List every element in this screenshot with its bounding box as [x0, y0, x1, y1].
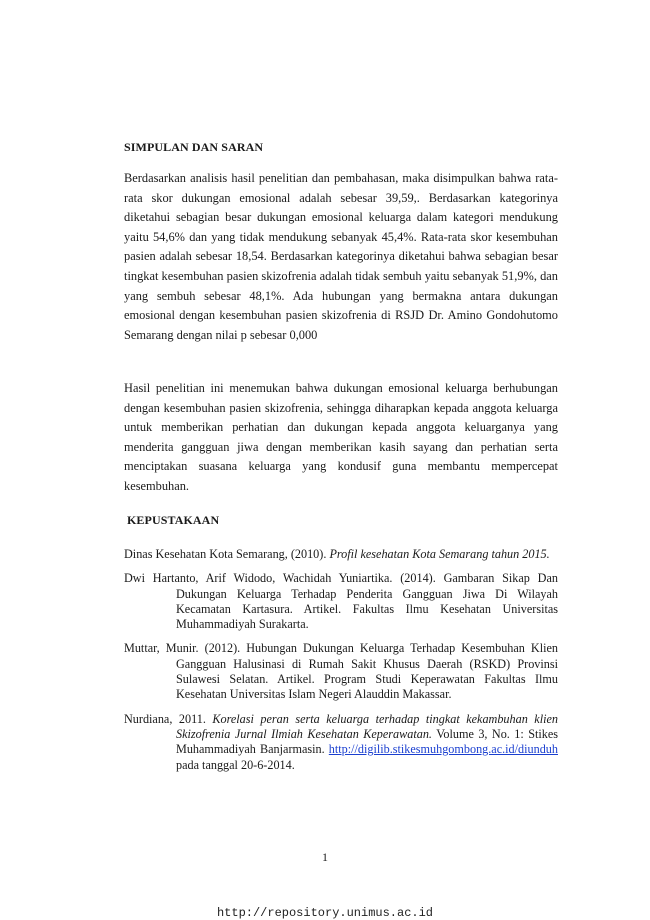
conclusion-heading: SIMPULAN DAN SARAN	[124, 140, 264, 154]
suggestion-paragraph: Hasil penelitian ini menemukan bahwa dukungan emosional keluarga berhubungan dengan kesembuhan pasien skizofrenia, sehingga diharapkan kepada anggota keluarga untuk memberikan perhatian dan dukungan kepada anggota keluarganya yang menderita gangguan jiwa dengan memberikan kasih sayang dan perhatian serta menciptakan suasana keluarga yang kondusif guna membantu mempercepat kesembuhan.	[124, 381, 558, 493]
page-number: 1	[322, 850, 328, 864]
reference-item	[124, 712, 558, 773]
reference-text: Dwi Hartanto, Arif Widodo, Wachidah Yuniartika. (2014). Gambaran Sikap Dan Dukungan Keluarga Terhadap Penderita Gangguan Jiwa Di Wilayah Kecamatan Kartasura. Artikel. Fakultas Ilmu Kesehatan Universitas Muhammadiyah Surakarta.	[124, 571, 558, 632]
reference-item	[124, 571, 558, 632]
footer-url: http://repository.unimus.ac.id	[216, 906, 434, 920]
reference-text: Muttar, Munir. (2012). Hubungan Dukungan Keluarga Terhadap Kesembuhan Klien Gangguan Halusinasi di Rumah Sakit Khusus Daerah (RSKD) Provinsi Sulawesi Selatan. Artikel. Program Studi Keperawatan Fakultas Ilmu Kesehatan Universitas Islam Negeri Alauddin Makassar.	[124, 641, 558, 702]
reference-list	[124, 547, 558, 782]
reference-title: Profil kesehatan Kota Semarang tahun 2015.	[329, 547, 550, 561]
reference-text: Volume 3, No. 1: Stikes Muhammadiyah Banjarmasin.	[176, 726, 558, 757]
reference-link[interactable]: http://digilib.stikesmuhgombong.ac.id/diunduh	[328, 742, 558, 757]
conclusion-paragraph: Berdasarkan analisis hasil penelitian dan pembahasan, maka disimpulkan bahwa rata-rata skor dukungan emosional adalah sebesar 39,59,. Berdasarkan kategorinya diketahui sebagian besar dukungan emosional keluarga dalam kategori mendukung yaitu 54,6% dan yang tidak mendukung sebanyak 45,4%. Rata-rata skor kesembuhan pasien adalah sebesar 18,54. Berdasarkan kategorinya diketahui bahwa sebagian besar tingkat kesembuhan pasien skizofrenia adalah tidak sembuh yaitu sebanyak 51,9%, dan yang sembuh sebesar 48,1%. Ada hubungan yang bermakna antara dukungan emosional dengan kesembuhan pasien skizofrenia di RSJD Dr. Amino Gondohutomo Semarang dengan nilai p sebesar 0,000	[124, 171, 558, 342]
reference-text: Dinas Kesehatan Kota Semarang, (2010).	[124, 547, 330, 561]
references-heading: KEPUSTAKAAN	[127, 513, 220, 527]
reference-item	[124, 641, 558, 702]
reference-item	[124, 547, 558, 562]
reference-text: pada tanggal 20-6-2014.	[176, 757, 295, 772]
reference-text: Nurdiana, 2011.	[124, 711, 213, 726]
reference-title: Korelasi peran serta keluarga terhadap tingkat kekambuhan klien Skizofrenia Jurnal Ilmiah Kesehatan Keperawatan.	[176, 711, 558, 741]
